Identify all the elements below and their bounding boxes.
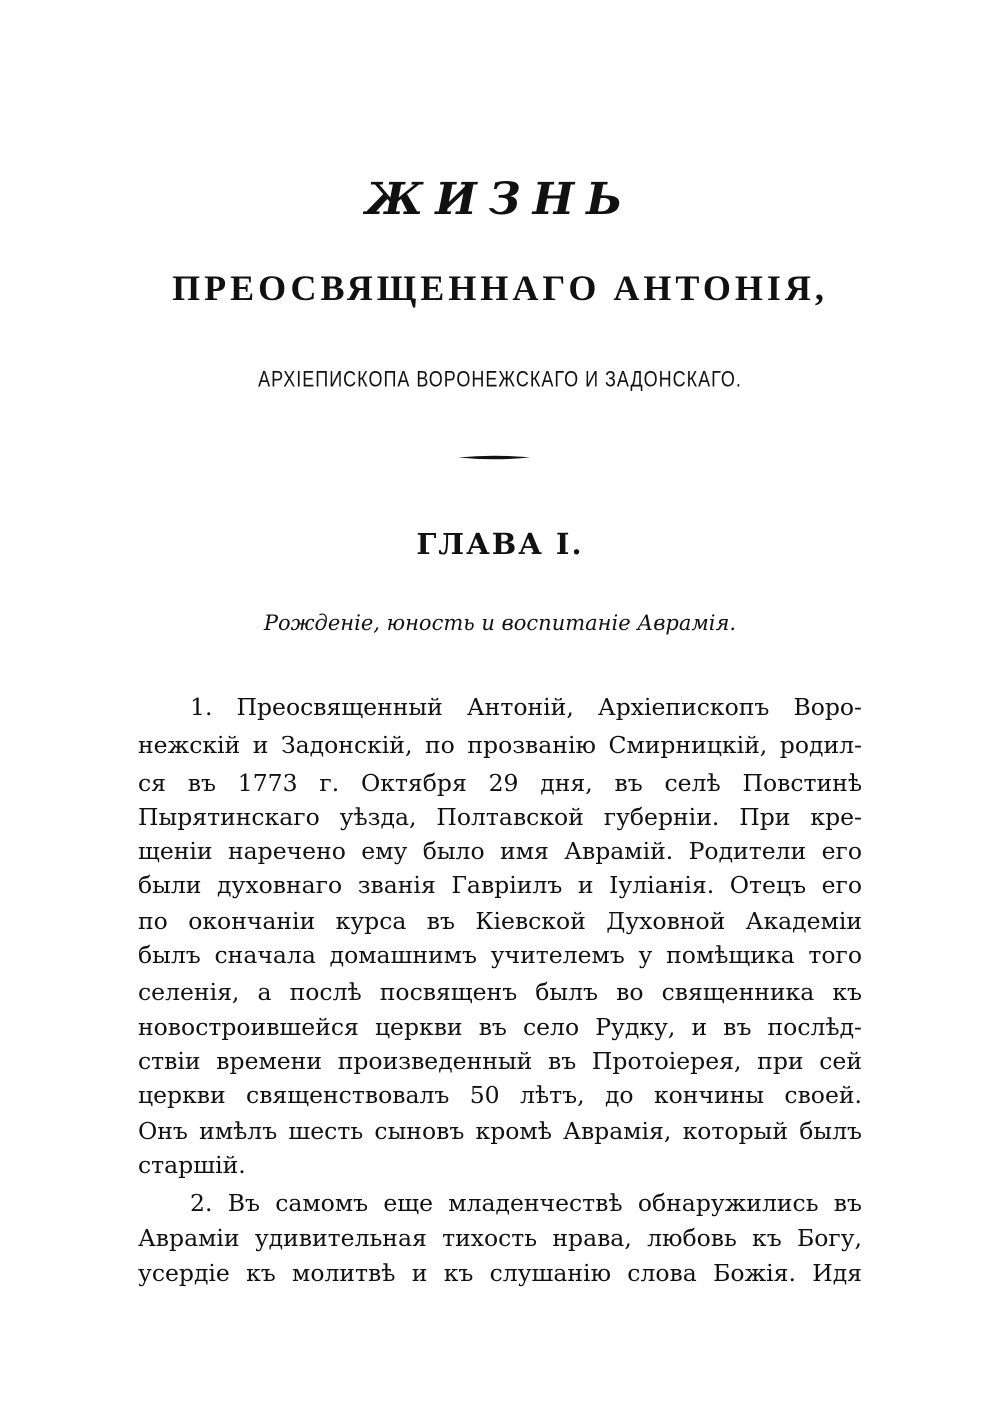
ornamental-divider [458,455,530,460]
body-text-line: были духовнаго званія Гавріилъ и Іуліанія. Отецъ его [138,871,862,899]
body-text-line: 1. Преосвященный Антоній, Архіепископъ Воро- [190,693,862,721]
chapter-heading: ГЛАВА I. [416,527,584,561]
book-subtitle: ПРЕОСВЯЩЕННАГО АНТОНІЯ, [172,268,828,308]
chapter-subtitle: Рожденіе, юность и воспитаніе Аврамія. [263,611,737,635]
body-text-line: былъ сначала домашнимъ учителемъ у помѣщика того [138,941,862,969]
body-text-line: усердіе къ молитвѣ и къ слушанію слова Божія. Идя [138,1259,862,1287]
body-text-line: селенія, а послѣ посвященъ былъ во священника къ [138,978,862,1006]
body-text-line: 2. Въ самомъ еще младенчествѣ обнаружились въ [190,1189,862,1217]
book-title: ЖИЗНЬ [365,174,635,225]
body-text-line: Пырятинскаго уѣзда, Полтавской губерніи. При кре- [138,803,862,831]
body-text-line: ся въ 1773 г. Октября 29 дня, въ селѣ Повстинѣ [138,769,862,797]
body-text-line: щеніи наречено ему было имя Аврамій. Родители его [138,837,862,865]
body-text-line: новостроившейся церкви въ село Рудку, и въ послѣд- [138,1013,862,1041]
body-text-line: Онъ имѣлъ шесть сыновъ кромѣ Аврамія, который былъ [138,1117,862,1145]
body-text-line: старшій. [138,1151,246,1179]
body-text-line: нежскій и Задонскій, по прозванію Смирницкій, родил- [138,731,862,759]
body-text-line: по окончаніи курса въ Кіевской Духовной Академіи [138,907,862,935]
body-text-line: церкви священствовалъ 50 лѣтъ, до кончины своей. [138,1081,862,1109]
book-subtitle-minor: АРХІЕПИСКОПА ВОРОНЕЖСКАГО И ЗАДОНСКАГО. [258,366,742,392]
body-text-line: Авраміи удивительная тихость нрава, любовь къ Богу, [138,1224,862,1252]
body-text-line: ствіи времени произведенный въ Протоіерея, при сей [138,1047,862,1075]
